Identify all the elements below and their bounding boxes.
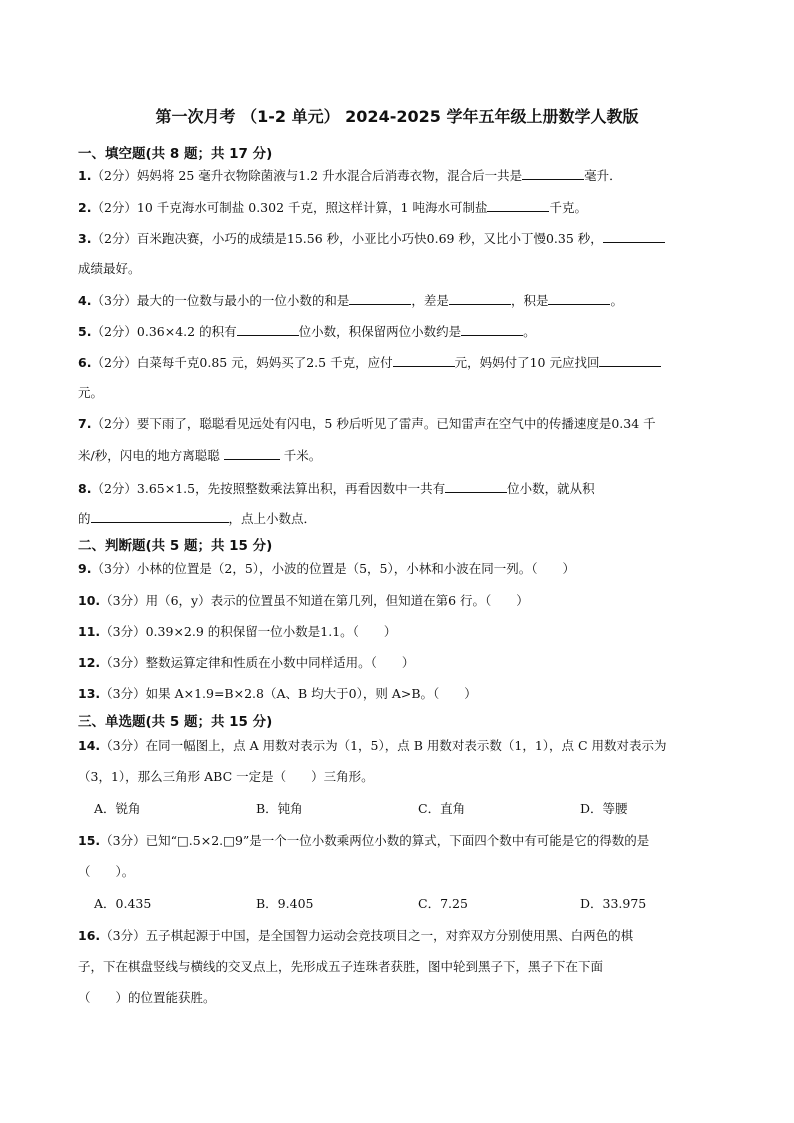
question-text: 。: [523, 324, 536, 339]
question-14-cont: （3，1），那么三角形 ABC 一定是（ ）三角形。: [78, 769, 374, 784]
question-text: 毫升．: [584, 168, 622, 183]
question-text: 位小数，积保留两位小数约是: [298, 324, 462, 339]
answer-blank[interactable]: [603, 228, 665, 243]
question-8: [78, 478, 595, 499]
question-number: 11.: [78, 624, 101, 639]
question-text: 米/秒，闪电的地方离聪聪: [78, 448, 220, 463]
question-number: 13.: [78, 686, 101, 701]
question-number: 9.: [78, 561, 92, 576]
question-2: [78, 197, 587, 218]
question-number: 12.: [78, 655, 101, 670]
page-title: 第一次月考 （1-2 单元） 2024-2025 学年五年级上册数学人教版: [155, 107, 639, 126]
question-text: （2分）妈妈将 25 毫升衣物除菌液与1.2 升水混合后消毒衣物，混合后一共是: [91, 168, 523, 183]
option-d[interactable]: D．33.975: [580, 896, 647, 911]
question-number: 4.: [78, 293, 92, 308]
question-10: [78, 591, 529, 611]
question-8-cont: [78, 508, 316, 529]
question-text: （3分）在同一幅图上，点 A 用数对表示为（1，5），点 B 用数对表示数（1，1），点 C 用数对表示为: [100, 738, 667, 753]
question-text: 。: [610, 293, 623, 308]
question-text: （2分）白菜每千克0.85 元，妈妈买了2.5 千克，应付: [91, 355, 393, 370]
answer-blank[interactable]: [522, 165, 584, 180]
question-11: [78, 622, 396, 642]
question-text: （3分）五子棋起源于中国，是全国智力运动会竞技项目之一，对弈双方分别使用黑、白两色的棋: [100, 928, 634, 943]
question-6: [78, 352, 661, 373]
option-a[interactable]: A．锐角: [94, 801, 141, 816]
question-number: 6.: [78, 355, 92, 370]
question-1: [78, 165, 622, 186]
question-7-cont: [78, 445, 321, 466]
question-16-cont: 子，下在棋盘竖线与横线的交叉点上，先形成五子连珠者获胜，图中轮到黑子下，黑子下在下面: [78, 959, 604, 974]
answer-blank[interactable]: [237, 321, 299, 336]
answer-blank[interactable]: [461, 321, 523, 336]
question-number: 14.: [78, 738, 101, 753]
question-text: 千克。: [549, 200, 587, 215]
option-c[interactable]: C．7.25: [418, 896, 468, 911]
answer-blank[interactable]: [548, 290, 610, 305]
question-number: 2.: [78, 200, 92, 215]
question-number: 8.: [78, 481, 92, 496]
question-number: 10.: [78, 593, 101, 608]
question-12: [78, 653, 414, 673]
question-number: 1.: [78, 168, 92, 183]
question-16-cont2: （ ）的位置能获胜。: [78, 990, 216, 1005]
question-3: [78, 228, 665, 249]
question-text: ，差是: [411, 293, 449, 308]
question-number: 5.: [78, 324, 92, 339]
question-5: [78, 321, 536, 342]
option-b[interactable]: B．9.405: [256, 896, 314, 911]
question-3-cont: 成绩最好。: [78, 261, 141, 276]
answer-blank[interactable]: [91, 508, 229, 523]
option-d[interactable]: D．等腰: [580, 801, 628, 816]
option-a[interactable]: A．0.435: [94, 896, 152, 911]
question-15-cont: （ ）。: [78, 864, 135, 879]
option-c[interactable]: C．直角: [418, 801, 466, 816]
answer-blank[interactable]: [224, 445, 280, 460]
section-fill-in: 一、填空题(共 8 题；共 17 分): [78, 146, 273, 162]
answer-blank[interactable]: [393, 352, 455, 367]
question-number: 15.: [78, 833, 101, 848]
option-b[interactable]: B．钝角: [256, 801, 303, 816]
question-14: [78, 736, 667, 756]
question-text: （3分）最大的一位数与最小的一位小数的和是: [91, 293, 350, 308]
question-13: [78, 684, 477, 704]
question-text: 的: [78, 511, 91, 526]
question-text: （3分）小林的位置是（2，5），小波的位置是（5，5），小林和小波在同一列。（ ）: [91, 561, 575, 576]
question-text: （3分）0.39×2.9 的积保留一位小数是1.1。（ ）: [100, 624, 397, 639]
question-16: [78, 926, 633, 946]
question-text: （3分）整数运算定律和性质在小数中同样适用。（ ）: [100, 655, 415, 670]
answer-blank[interactable]: [449, 290, 511, 305]
question-text: （3分）如果 A×1.9=B×2.8（A、B 均大于0），则 A>B。（ ）: [100, 686, 477, 701]
question-text: 千米。: [283, 448, 322, 463]
question-number: 7.: [78, 416, 92, 431]
question-text: （2分）百米跑决赛，小巧的成绩是15.56 秒，小亚比小巧快0.69 秒，又比小丁慢0.35 秒，: [91, 231, 603, 246]
question-text: ，积是: [510, 293, 549, 308]
section-true-false: 二、判断题(共 5 题；共 15 分): [78, 538, 273, 554]
question-6-cont: 元。: [78, 385, 104, 400]
answer-blank[interactable]: [445, 478, 507, 493]
question-text: （2分）要下雨了，聪聪看见远处有闪电，5 秒后听见了雷声。已知雷声在空气中的传播速度是0.34 千: [91, 416, 656, 431]
question-text: （2分）0.36×4.2 的积有: [91, 324, 237, 339]
answer-blank[interactable]: [349, 290, 411, 305]
question-text: （3分）已知“□.5×2.□9”是一个一位小数乘两位小数的算式，下面四个数中有可能是它的得数的是: [100, 833, 650, 848]
question-4: [78, 290, 623, 311]
question-number: 16.: [78, 928, 101, 943]
answer-blank[interactable]: [599, 352, 661, 367]
question-text: （2分）3.65×1.5，先按照整数乘法算出积，再看因数中一共有: [91, 481, 446, 496]
section-single-choice: 三、单选题(共 5 题；共 15 分): [78, 714, 273, 730]
question-text: ，点上小数点．: [228, 511, 317, 526]
question-number: 3.: [78, 231, 92, 246]
answer-blank[interactable]: [487, 197, 549, 212]
question-9: [78, 559, 575, 579]
question-text: （3分）用（6，y）表示的位置虽不知道在第几列，但知道在第6 行。（ ）: [100, 593, 529, 608]
question-text: 元，妈妈付了10 元应找回: [454, 355, 600, 370]
question-text: 位小数，就从积: [507, 481, 595, 496]
question-7: [78, 414, 656, 434]
question-15: [78, 831, 649, 851]
question-text: （2分）10 千克海水可制盐 0.302 千克，照这样计算，1 吨海水可制盐: [91, 200, 488, 215]
